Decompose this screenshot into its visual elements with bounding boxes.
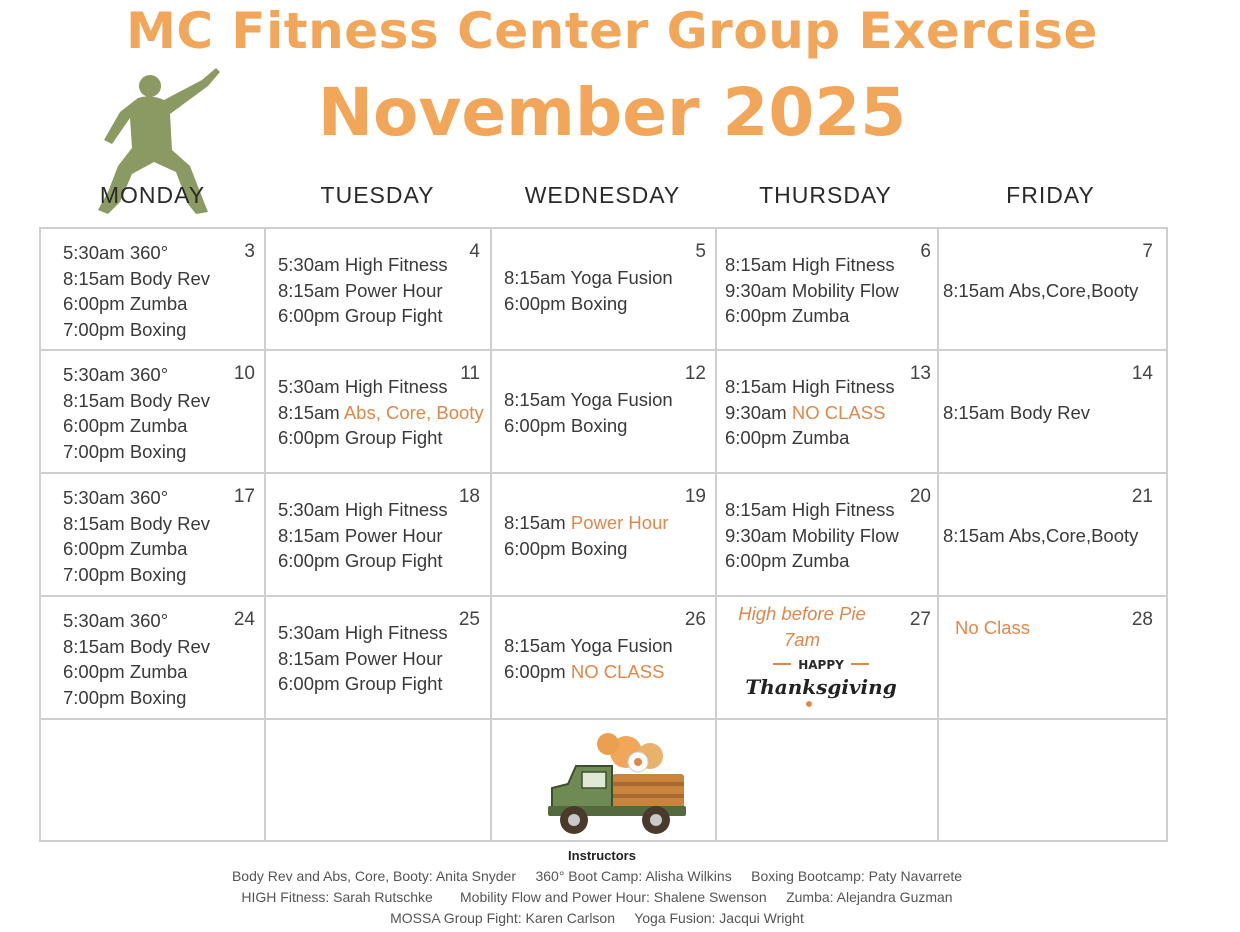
calendar-day-cell [717, 474, 941, 597]
class-entry [278, 622, 448, 644]
highlighted-class-text: NO CLASS [791, 401, 886, 423]
class-text: 6:00pm Boxing [504, 537, 628, 559]
calendar-day-cell [266, 597, 490, 720]
day-number: 3 [244, 241, 255, 262]
day-number: 21 [1131, 486, 1153, 507]
class-entry [63, 513, 210, 535]
class-entry [504, 635, 673, 657]
class-text: 8:15am Power Hour [278, 279, 443, 301]
class-entry [63, 293, 187, 315]
day-number: 27 [909, 609, 931, 630]
day-number: 12 [684, 363, 706, 384]
calendar-day-cell [492, 351, 716, 474]
class-entry [278, 427, 443, 449]
class-text: 6:00pm Group Fight [278, 673, 443, 694]
class-text: 5:30am 360° [63, 364, 169, 385]
class-text: 9:30am [725, 401, 792, 423]
day-number: 6 [920, 241, 931, 262]
class-entry [504, 512, 669, 534]
calendar-day-cell [717, 351, 941, 474]
class-entry [278, 525, 443, 547]
page-title: MC Fitness Center Group Exercise [126, 2, 1098, 60]
highlighted-class-text: Power Hour [570, 512, 669, 533]
class-entry [63, 687, 186, 709]
class-text: 5:30am High Fitness [278, 499, 448, 520]
weekday-monday: MONDAY [99, 182, 206, 208]
class-text: 7:00pm Boxing [63, 563, 187, 585]
instructors-line-3: MOSSA Group Fight: Karen Carlson Yoga Fusion: Jacqui Wright [390, 910, 804, 926]
class-text: 8:15am High Fitness [725, 376, 895, 397]
class-text: 8:15am Body Rev [63, 267, 211, 289]
calendar-day-cell [266, 474, 490, 597]
class-entry [504, 293, 627, 315]
class-text: 7:00pm Boxing [63, 440, 187, 462]
class-text: 8:15am Abs,Core,Booty [943, 280, 1139, 301]
thanksgiving-logo-bottom: Thanksgiving [745, 675, 897, 699]
class-text: 8:15am [278, 401, 344, 423]
class-text: 8:15am Abs,Core,Booty [943, 525, 1139, 546]
thanksgiving-logo-top: HAPPY [798, 658, 844, 672]
class-text: 8:15am [504, 512, 571, 533]
day-number: 18 [458, 486, 480, 507]
day-number: 19 [684, 486, 706, 507]
day-number: 20 [909, 486, 931, 507]
class-entry [278, 673, 443, 695]
class-entry [727, 603, 877, 625]
class-text: 6:00pm Boxing [504, 292, 628, 314]
class-text: 9:30am Mobility Flow [725, 524, 899, 546]
class-entry [63, 538, 187, 560]
day-number: 26 [684, 609, 706, 630]
calendar-day-cell [939, 229, 1163, 352]
class-entry [278, 648, 443, 670]
class-entry [63, 564, 186, 586]
class-entry [725, 427, 849, 449]
class-text: 9:30am Mobility Flow [725, 279, 899, 301]
day-number: 4 [469, 241, 480, 262]
class-text: 6:00pm Zumba [725, 305, 850, 326]
month-title: November 2025 [317, 74, 907, 151]
class-text: 8:15am Body Rev [63, 389, 211, 411]
class-text: 8:15am Power Hour [278, 647, 443, 669]
happy-thanksgiving-logo [745, 652, 900, 712]
class-text: 8:15am Body Rev [943, 402, 1091, 423]
class-text: 8:15am Yoga Fusion [504, 267, 673, 288]
class-entry [725, 550, 849, 572]
day-number: 7 [1142, 241, 1153, 262]
class-text: 7:00pm Boxing [63, 686, 187, 708]
class-entry [504, 661, 664, 683]
class-text: 6:00pm Group Fight [278, 550, 443, 571]
day-number: 17 [233, 486, 255, 507]
calendar-day-cell [939, 351, 1163, 474]
weekday-header [40, 182, 1168, 216]
calendar-day-cell [492, 474, 716, 597]
weekday-thursday: THURSDAY [759, 182, 892, 208]
instructors-title: Instructors [568, 848, 636, 863]
class-text: 5:30am High Fitness [278, 376, 448, 397]
weekday-tuesday: TUESDAY [320, 182, 435, 208]
class-text: 5:30am 360° [63, 242, 169, 263]
class-entry [63, 268, 210, 290]
class-entry [727, 629, 877, 651]
class-entry [63, 364, 168, 386]
class-entry [63, 610, 168, 632]
class-entry [63, 636, 210, 658]
class-entry [278, 305, 443, 327]
day-number: 13 [909, 363, 931, 384]
class-entry [63, 415, 187, 437]
calendar-day-cell [492, 597, 716, 720]
class-entry [955, 617, 1030, 639]
weekday-wednesday: WEDNESDAY [524, 182, 681, 208]
day-number: 10 [233, 363, 255, 384]
class-entry [725, 525, 899, 547]
class-entry [943, 280, 1138, 302]
day-number: 24 [233, 609, 255, 630]
pumpkin-truck-illustration [538, 722, 690, 842]
class-text: 6:00pm Zumba [63, 293, 188, 314]
class-entry [63, 319, 186, 341]
class-text: 8:15am Body Rev [63, 635, 211, 657]
calendar-day-cell [41, 351, 265, 474]
class-entry [278, 402, 484, 424]
class-entry [725, 254, 895, 276]
class-entry [725, 499, 895, 521]
class-entry [504, 389, 673, 411]
highlighted-class-text: NO CLASS [570, 660, 665, 682]
class-entry [278, 280, 443, 302]
class-entry [278, 254, 448, 276]
calendar-day-cell [939, 474, 1163, 597]
class-text: 6:00pm [504, 660, 571, 682]
class-entry [278, 499, 448, 521]
class-text: 5:30am High Fitness [278, 622, 448, 643]
calendar-day-cell [266, 351, 490, 474]
instructors-line-1: Body Rev and Abs, Core, Booty: Anita Snyder 360° Boot Camp: Alisha Wilkins Boxing Bootcamp: Paty Navarrete [231, 868, 963, 884]
class-entry [278, 376, 448, 398]
calendar-day-cell [717, 229, 941, 352]
class-entry [63, 242, 168, 264]
class-text: 6:00pm Group Fight [278, 427, 443, 448]
highlighted-class-text: Abs, Core, Booty [343, 401, 484, 423]
day-number: 25 [458, 609, 480, 630]
calendar-day-cell [939, 597, 1163, 720]
highlighted-class-text: No Class [955, 617, 1031, 638]
class-text: 6:00pm Zumba [725, 427, 850, 448]
instructors-line-2: HIGH Fitness: Sarah Rutschke Mobility Flow and Power Hour: Shalene Swenson Zumba: Alejandra Guzman [241, 889, 953, 905]
class-text: 6:00pm Zumba [63, 415, 188, 436]
class-text: 5:30am High Fitness [278, 254, 448, 275]
class-entry [725, 280, 899, 302]
calendar-day-cell [41, 474, 265, 597]
class-text: 5:30am 360° [63, 610, 169, 631]
day-number: 28 [1131, 609, 1153, 630]
class-entry [278, 550, 443, 572]
class-entry [504, 538, 627, 560]
class-entry [63, 390, 210, 412]
class-entry [725, 376, 895, 398]
class-text: 8:15am Yoga Fusion [504, 635, 673, 656]
calendar-day-cell [266, 229, 490, 352]
day-number: 11 [460, 363, 480, 384]
day-number: 5 [695, 241, 706, 262]
class-entry [63, 487, 168, 509]
class-entry [725, 402, 885, 424]
class-text: 8:15am Body Rev [63, 512, 211, 534]
class-text: 6:00pm Group Fight [278, 305, 443, 326]
class-entry [504, 267, 673, 289]
calendar-day-cell [41, 597, 265, 720]
class-entry [63, 661, 187, 683]
class-text: 6:00pm Zumba [63, 538, 188, 559]
class-text: 8:15am Power Hour [278, 524, 443, 546]
class-text: 6:00pm Zumba [63, 661, 188, 682]
class-text: 6:00pm Zumba [725, 550, 850, 571]
class-entry [943, 402, 1090, 424]
highlighted-class-text: High before Pie [738, 603, 866, 624]
class-text: 8:15am Yoga Fusion [504, 389, 673, 410]
class-entry [504, 415, 627, 437]
calendar-day-cell [492, 229, 716, 352]
class-text: 8:15am High Fitness [725, 254, 895, 275]
class-text: 7:00pm Boxing [63, 318, 187, 340]
class-text: 8:15am High Fitness [725, 499, 895, 520]
class-entry [63, 441, 186, 463]
day-number: 14 [1131, 363, 1153, 384]
class-entry [725, 305, 849, 327]
weekday-friday: FRIDAY [1006, 182, 1095, 208]
class-text: 6:00pm Boxing [504, 414, 628, 436]
highlighted-class-text: 7am [784, 628, 820, 650]
class-text: 5:30am 360° [63, 487, 169, 508]
class-entry [943, 525, 1138, 547]
calendar-day-cell [41, 229, 265, 352]
